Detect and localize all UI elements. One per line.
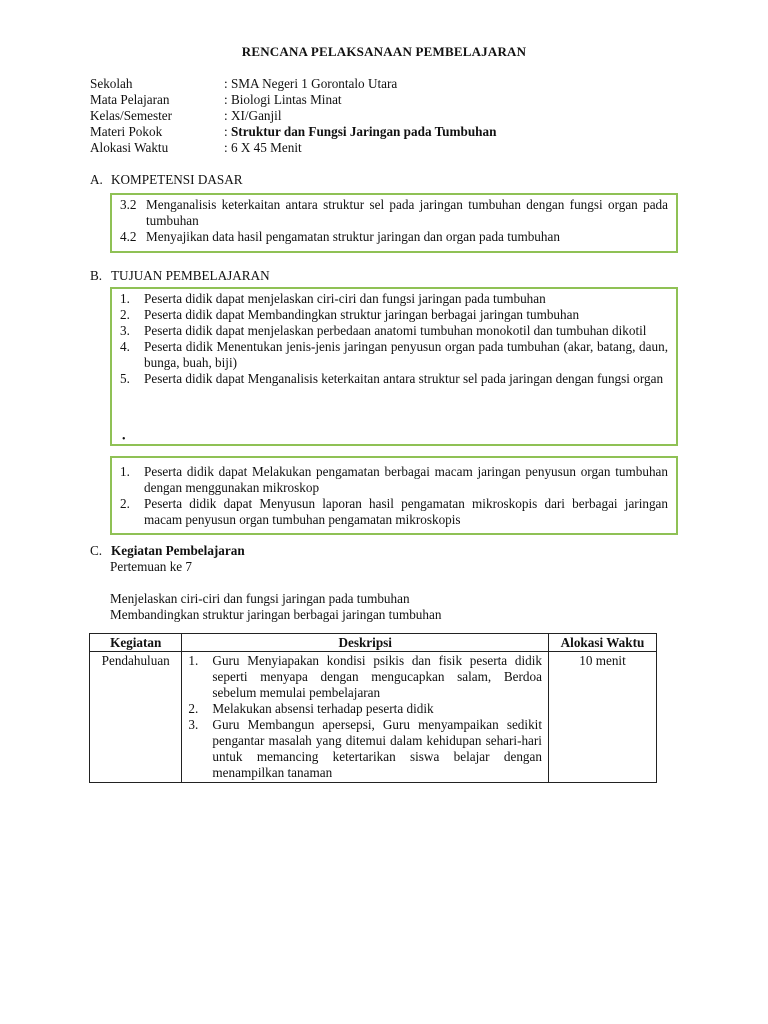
info-row-materi: Materi Pokok : Struktur dan Fungsi Jaringan pada Tumbuhan <box>90 124 497 139</box>
section-c-heading: C. Kegiatan Pembelajaran <box>90 543 245 558</box>
activity-table <box>89 633 657 783</box>
header-deskripsi: Deskripsi <box>182 634 549 652</box>
document-title: RENCANA PELAKSANAAN PEMBELAJARAN <box>241 44 527 59</box>
tujuan-item: 3. Peserta didik dapat menjelaskan perbedaan anatomi tumbuhan monokotil dan tumbuhan dikotil <box>120 323 647 338</box>
tujuan-box-2 <box>110 456 678 535</box>
identity-block <box>90 76 496 156</box>
tujuan-item: 2. Peserta didik dapat Menyusun laporan hasil pengamatan mikroskopis dari berbagai jaringan macam penyusun organ tumbuhan pengamatan mikroskopis <box>120 496 668 527</box>
cell-deskripsi <box>182 652 549 783</box>
table-header-row <box>90 634 657 652</box>
kegiatan-line-1: Menjelaskan ciri-ciri dan fungsi jaringan pada tumbuhan <box>110 591 410 606</box>
kompetensi-box <box>110 193 678 253</box>
header-kegiatan: Kegiatan <box>90 634 182 652</box>
table-row <box>90 652 657 783</box>
header-alokasi: Alokasi Waktu <box>548 634 656 652</box>
kd-item: 3.2 Menganalisis keterkaitan antara struktur sel pada jaringan tumbuhan dengan fungsi organ pada tumbuhan <box>120 197 668 228</box>
info-row-mapel: Mata Pelajaran : Biologi Lintas Minat <box>90 92 342 107</box>
info-row-kelas: Kelas/Semester : XI/Ganjil <box>90 108 282 123</box>
section-a-heading: A. KOMPETENSI DASAR <box>90 172 243 187</box>
kd-item: 4.2 Menyajikan data hasil pengamatan struktur jaringan dan organ pada tumbuhan <box>120 229 560 244</box>
list-item: 1. Guru Menyiapakan kondisi psikis dan fisik peserta didik seperti menyapa dengan mengucapkan salam, Berdoa sebelum memulai pembelajaran <box>188 653 542 700</box>
info-row-alokasi: Alokasi Waktu : 6 X 45 Menit <box>90 140 302 155</box>
list-item: 3. Guru Membangun apersepsi, Guru menyampaikan sedikit pengantar masalah yang ditemui dalam kehidupan sehari-hari untuk memancing ketertarikan siswa belajar dengan menampilkan tanaman <box>188 717 542 780</box>
list-item: 2. Melakukan absensi terhadap peserta didik <box>188 701 434 716</box>
section-b-heading: B. TUJUAN PEMBELAJARAN <box>90 268 270 283</box>
tujuan-item: 5. Peserta didik dapat Menganalisis keterkaitan antara struktur sel pada jaringan dengan fungsi organ <box>120 371 664 386</box>
cell-alokasi: 10 menit <box>548 652 656 783</box>
empty-bullet: • <box>122 434 126 445</box>
tujuan-item: 2. Peserta didik dapat Membandingkan struktur jaringan berbagai jaringan tumbuhan <box>120 307 580 322</box>
tujuan-item: 1. Peserta didik dapat Melakukan pengamatan berbagai macam jaringan penyusun organ tumbuhan dengan menggunakan mikroskop <box>120 464 668 495</box>
cell-kegiatan: Pendahuluan <box>90 652 182 783</box>
tujuan-item: 1. Peserta didik dapat menjelaskan ciri-ciri dan fungsi jaringan pada tumbuhan <box>120 291 546 306</box>
kegiatan-line-2: Membandingkan struktur jaringan berbagai jaringan tumbuhan <box>110 607 442 622</box>
tujuan-item: 4. Peserta didik Menentukan jenis-jenis jaringan penyusun organ pada tumbuhan (akar, batang, daun, bunga, buah, biji) <box>120 339 668 370</box>
tujuan-box-1 <box>110 287 678 446</box>
info-row-sekolah: Sekolah : SMA Negeri 1 Gorontalo Utara <box>90 76 398 91</box>
pertemuan-label: Pertemuan ke 7 <box>110 559 193 574</box>
